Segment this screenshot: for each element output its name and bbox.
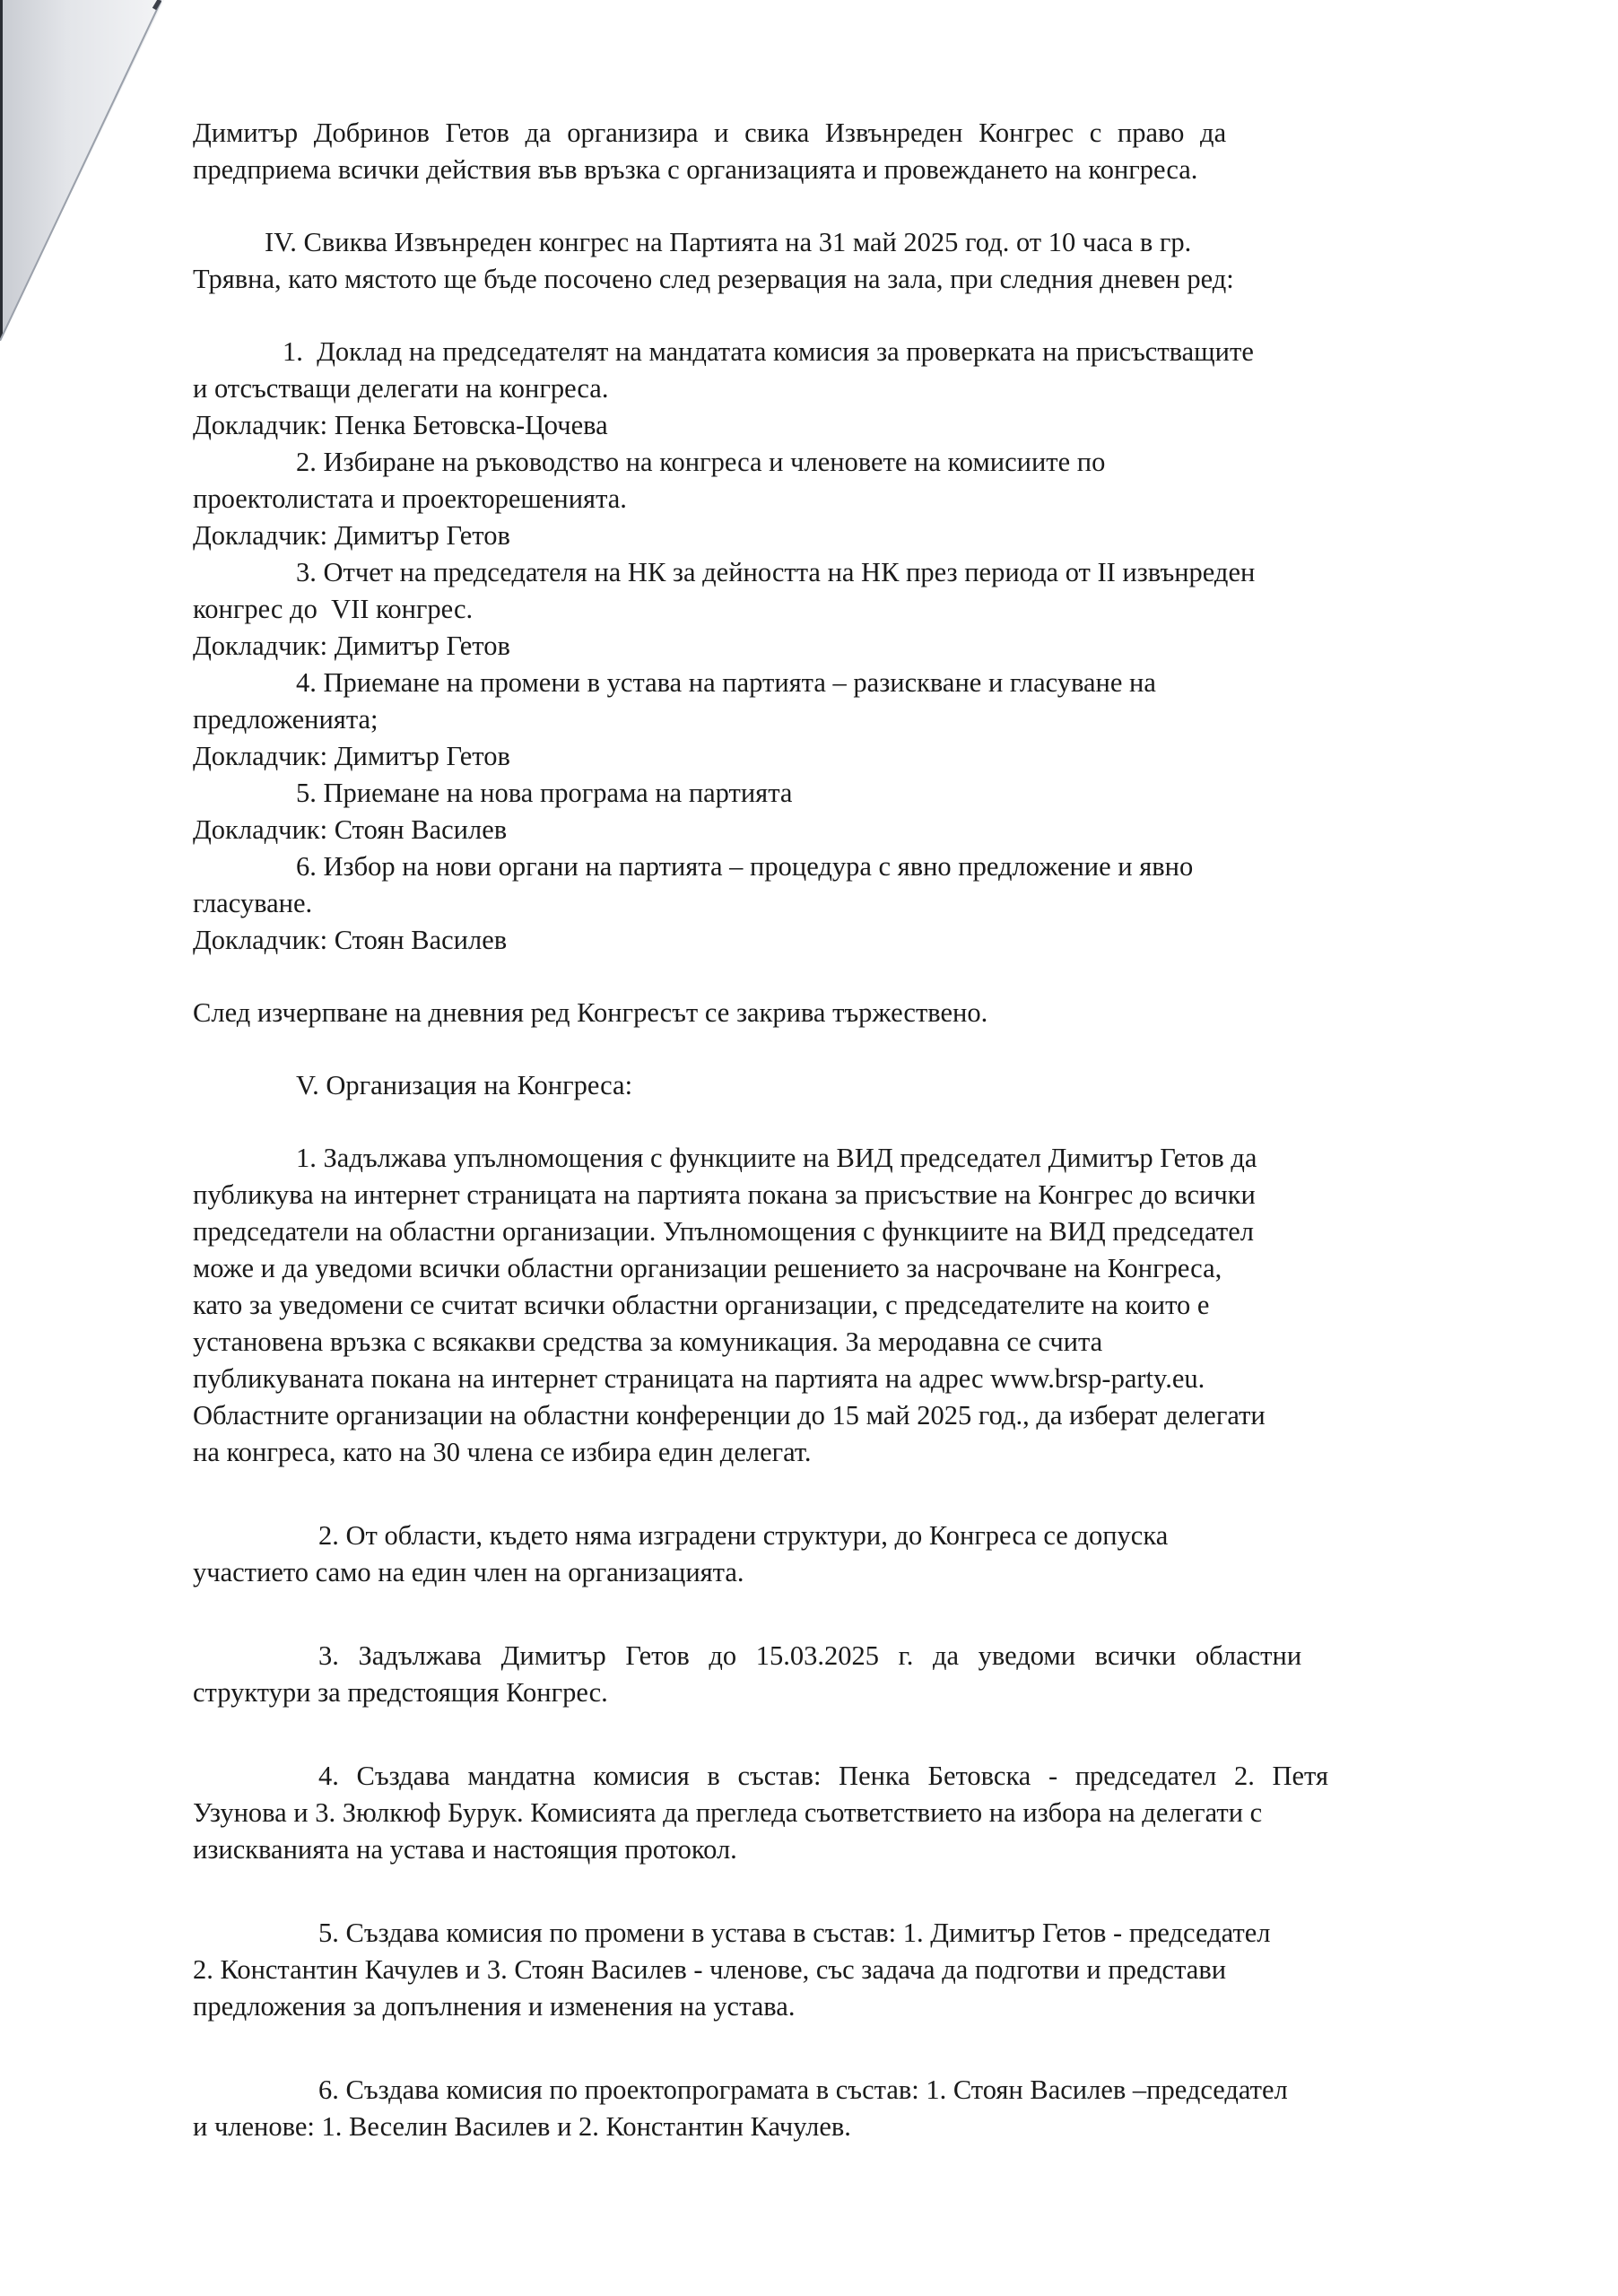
agenda-item-1 <box>193 334 1462 444</box>
agenda-item-text-rest: предложенията; <box>193 704 378 735</box>
section-v-item-2 <box>193 1518 1462 1591</box>
agenda-text: Отчет на председателя на НК за дейността на НК през периода от II извънреден <box>323 557 1256 587</box>
item-line-text: публикуваната покана на интернет страницата на партията на адрес www.brsp-party.eu. <box>193 1363 1205 1394</box>
agenda-text: Избор на нови органи на партията – процедура с явно предложение и явно <box>323 851 1194 882</box>
agenda-item-5 <box>193 775 1462 848</box>
agenda-number: 1. <box>283 336 303 367</box>
item-line: изискванията на устава и настоящия протокол. <box>193 1834 737 1865</box>
agenda-reporter: Докладчик: Стоян Василев <box>193 925 508 955</box>
item-line: участието само на един член на организацията. <box>193 1557 744 1587</box>
item-line: председатели на областни организации. Упълномощения с функциите на ВИД председател <box>193 1216 1254 1247</box>
item-number: 3. <box>318 1640 339 1671</box>
item-number: 5. <box>318 1918 339 1948</box>
agenda-number: 3. <box>296 557 317 587</box>
section-v-item-4 <box>193 1758 1462 1868</box>
item-line <box>193 1638 1462 1674</box>
agenda-reporter: Докладчик: Стоян Василев <box>193 814 508 845</box>
item-number: 6. <box>318 2074 339 2105</box>
item-number: 4. <box>318 1761 339 1791</box>
item-line: установена връзка с всякакви средства за комуникация. За меродавна се счита <box>193 1326 1103 1357</box>
item-line: и членове: 1. Веселин Василев и 2. Константин Качулев. <box>193 2111 851 2142</box>
item-line-text: Задължава Димитър Гетов до 15.03.2025 г. да уведоми всички областни <box>358 1640 1302 1671</box>
item-line: на конгреса, като на 30 члена се избира един делегат. <box>193 1437 812 1467</box>
document-page <box>193 115 1462 2145</box>
item-line-text: Създава мандатна комисия в състав: Пенка Бетовска - председател 2. Петя <box>356 1761 1329 1791</box>
item-line: публикува на интернет страницата на партията покана за присъствие на Конгрес до всички <box>193 1179 1256 1210</box>
scan-folded-corner <box>0 0 164 341</box>
section-v-item-1 <box>193 1140 1462 1471</box>
item-line: Областните организации на областни конференции до 15 май 2025 год., да изберат делегати <box>193 1400 1266 1431</box>
item-line: структури за предстоящия Конгрес. <box>193 1677 608 1708</box>
section-v-item-5 <box>193 1915 1462 2025</box>
section-iv-continuation: Трявна, като мястото ще бъде посочено след резервация на зала, при следния дневен ред: <box>193 264 1234 294</box>
item-line <box>193 1915 1462 1952</box>
intro-paragraph-line-1 <box>193 115 1462 152</box>
section-v-item-6 <box>193 2072 1462 2145</box>
agenda-number: 2. <box>296 447 317 477</box>
agenda-item-text-first <box>193 775 1462 812</box>
section-v-heading: V. Организация на Конгреса: <box>296 1070 633 1100</box>
agenda-number: 6. <box>296 851 317 882</box>
agenda-item-text-first <box>193 334 1462 370</box>
agenda-item-text-rest: гласуване. <box>193 888 313 918</box>
item-line-text: Задължава упълномощения с функциите на ВИД председател Димитър Гетов да <box>323 1143 1257 1173</box>
agenda-text: Приемане на нова програма на партията <box>323 778 793 808</box>
item-line <box>193 1140 1462 1177</box>
agenda-number: 5. <box>296 778 317 808</box>
agenda-reporter: Докладчик: Димитър Гетов <box>193 741 510 771</box>
item-line-text: Създава комисия по промени в устава в състав: 1. Димитър Гетов - председател <box>345 1918 1271 1948</box>
intro-paragraph-line-2: предприема всички действия във връзка с организацията и провеждането на конгреса. <box>193 154 1198 185</box>
item-line: предложения за допълнения и изменения на устава. <box>193 1991 796 2022</box>
agenda-item-text-first <box>193 444 1462 481</box>
item-line: като за уведомени се считат всички областни организации, с председателите на които е <box>193 1290 1210 1320</box>
agenda-item-text-first <box>193 665 1462 701</box>
item-line <box>193 2072 1462 2109</box>
section-v-item-3 <box>193 1638 1462 1711</box>
agenda-reporter: Докладчик: Пенка Бетовска-Цочева <box>193 410 608 440</box>
item-line <box>193 1758 1462 1795</box>
agenda-list <box>193 334 1462 959</box>
section-iv-heading: IV. Свиква Извънреден конгрес на Партията на 31 май 2025 год. от 10 часа в гр. <box>265 227 1192 257</box>
item-line: Узунова и 3. Зюлкюф Бурук. Комисията да прегледа съответствието на избора на делегати с <box>193 1797 1263 1828</box>
agenda-text: Доклад на председателят на мандатата комисия за проверката на присъстващите <box>317 336 1254 367</box>
section-iv-closing: След изчерпване на дневния ред Конгресът се закрива тържествено. <box>193 997 988 1028</box>
agenda-text: Приемане на промени в устава на партията – разискване и гласуване на <box>323 667 1156 698</box>
agenda-item-4 <box>193 665 1462 775</box>
intro-line-1: Димитър Добринов Гетов да организира и свика Извънреден Конгрес с право да <box>193 117 1227 148</box>
agenda-reporter: Докладчик: Димитър Гетов <box>193 631 510 661</box>
agenda-item-text-rest: конгрес до VII конгрес. <box>193 594 474 624</box>
item-line: 2. Константин Качулев и 3. Стоян Василев - членове, със задача да подготви и представи <box>193 1954 1227 1985</box>
agenda-text: Избиране на ръководство на конгреса и членовете на комисиите по <box>323 447 1106 477</box>
agenda-item-text-rest: и отсъстващи делегати на конгреса. <box>193 373 609 404</box>
item-line <box>193 1518 1462 1554</box>
item-line: може и да уведоми всички областни организации решението за насрочване на Конгреса, <box>193 1253 1222 1283</box>
agenda-item-3 <box>193 554 1462 665</box>
item-number: 2. <box>318 1520 339 1551</box>
agenda-item-text-first <box>193 848 1462 885</box>
agenda-reporter: Докладчик: Димитър Гетов <box>193 520 510 551</box>
item-line-text: Създава комисия по проектопрограмата в състав: 1. Стоян Василев –председател <box>345 2074 1288 2105</box>
item-number: 1. <box>296 1143 317 1173</box>
agenda-item-text-first <box>193 554 1462 591</box>
agenda-item-6 <box>193 848 1462 959</box>
agenda-number: 4. <box>296 667 317 698</box>
agenda-item-2 <box>193 444 1462 554</box>
item-line <box>193 1361 1462 1397</box>
agenda-item-text-rest: проектолистата и проекторешенията. <box>193 483 627 514</box>
item-line-text: От области, където няма изградени структури, до Конгреса се допуска <box>345 1520 1169 1551</box>
